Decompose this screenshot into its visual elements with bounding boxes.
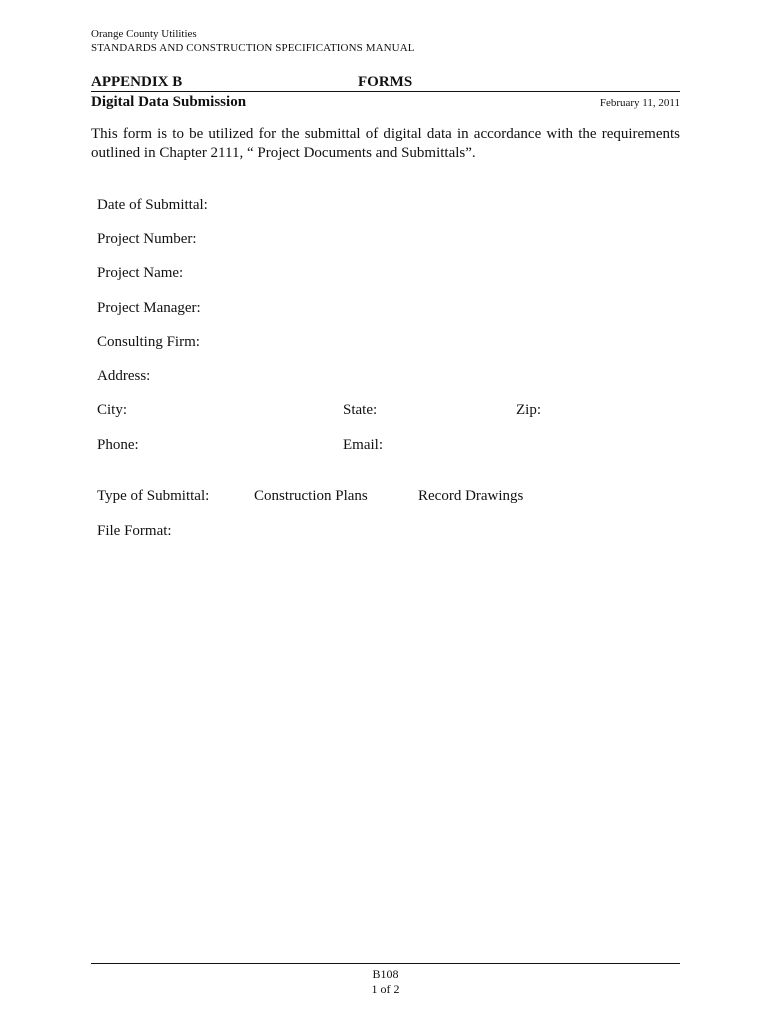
date-of-submittal-label: Date of Submittal: [97,197,208,213]
city-label: City: [97,402,128,418]
organization-name: Orange County Utilities [91,28,197,40]
manual-title: STANDARDS AND CONSTRUCTION SPECIFICATIONS MANUAL [91,42,415,54]
address-label: Address: [97,368,151,384]
forms-heading: FORMS [358,74,413,90]
phone-label: Phone: [97,437,139,453]
revision-date: February 11, 2011 [599,97,680,109]
project-name-label: Project Name: [97,265,184,281]
type-of-submittal-label: Type of Submittal: [97,488,210,504]
footer-divider [91,963,680,964]
form-title: Digital Data Submission [91,94,247,110]
record-drawings-option[interactable]: Record Drawings [418,488,524,504]
project-number-label: Project Number: [97,231,197,247]
state-label: State: [343,402,378,418]
intro-paragraph: This form is to be utilized for the submittal of digital data in accordance with the requirements outlined in Chapter 2111, “ Project Documents and Submittals”. [91,126,680,161]
header-divider [91,91,680,92]
project-manager-label: Project Manager: [97,300,201,316]
page-code: B108 [372,967,399,981]
construction-plans-option[interactable]: Construction Plans [254,488,368,504]
appendix-label: APPENDIX B [91,74,183,90]
file-format-label: File Format: [97,523,172,539]
email-label: Email: [343,437,383,453]
zip-label: Zip: [516,402,541,418]
page-number: 1 of 2 [371,982,400,996]
consulting-firm-label: Consulting Firm: [97,334,200,350]
